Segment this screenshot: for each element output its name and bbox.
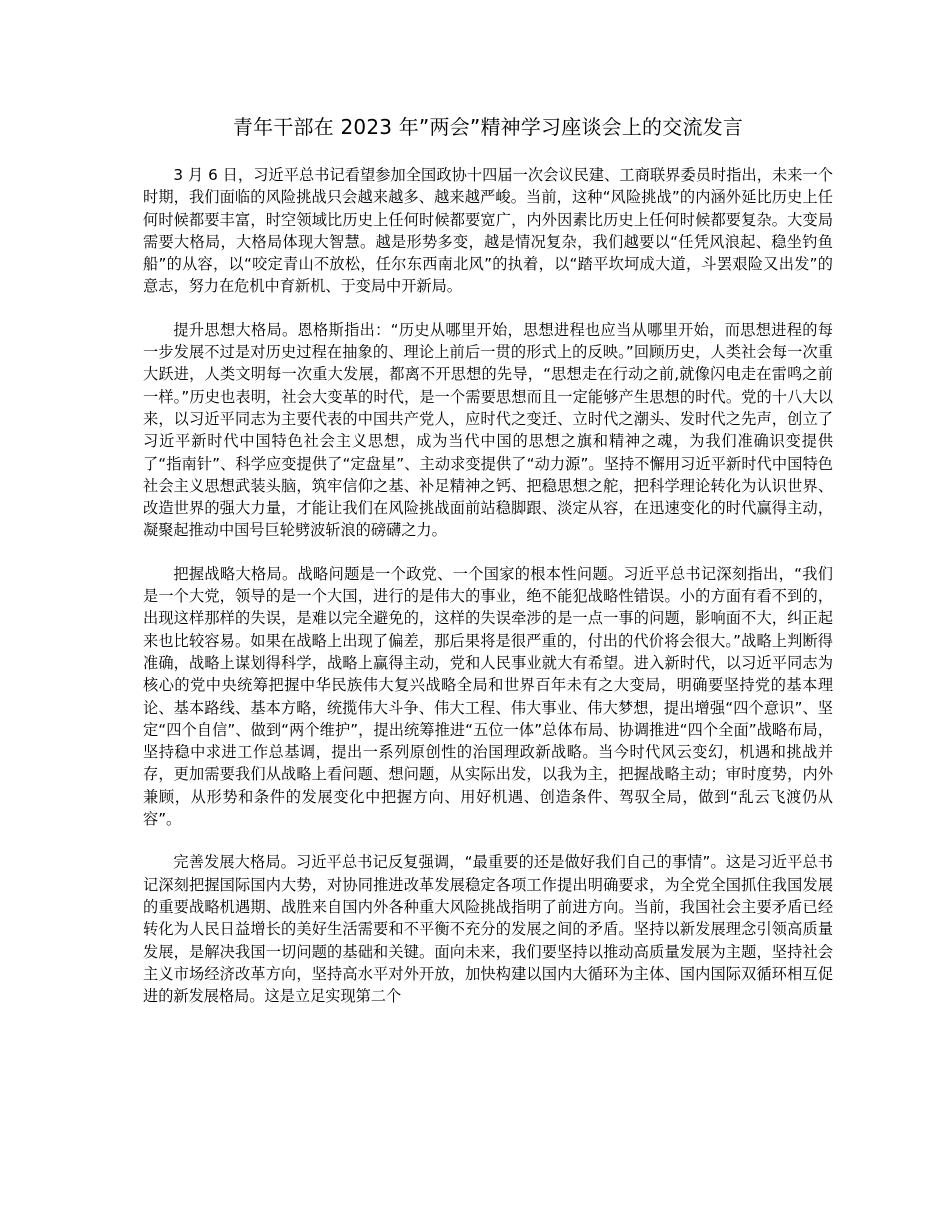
paragraph-development-pattern: 完善发展大格局。习近平总书记反复强调，“最重要的还是做好我们自己的事情”。这是习近平总书记深刻把握国际国内大势，对协同推进改革发展稳定各项工作提出明确要求，为全党全国抓住我国发展的重要战略机遇期、战胜来自国内外各种重大风险挑战指明了前进方向。当前，我国社会主要矛盾已经转化为人民日益增长的美好生活需要和不平衡不充分的发展之间的矛盾。坚持以新发展理念引领高质量发展，是解决我国一切问题的基础和关键。面向未来，我们要坚持以推动高质量发展为主题，坚持社会主义市场经济改革方向，坚持高水平对外开放，加快构建以国内大循环为主体、国内国际双循环相互促进的新发展格局。这是立足实现第二个 — [143, 853, 833, 1006]
document-page — [143, 112, 833, 1028]
paragraph-strategy-pattern: 把握战略大格局。战略问题是一个政党、一个国家的根本性问题。习近平总书记深刻指出，“我们是一个大党，领导的是一个大国，进行的是伟大的事业，绝不能犯战略性错误。小的方面有看不到的，出现这样那样的失误，是难以完全避免的，这样的失误牵涉的是一点一事的问题，影响面不大，纠正起来也比较容易。如果在战略上出现了偏差，那后果将是很严重的，付出的代价将会很大。”战略上判断得准确，战略上谋划得科学，战略上赢得主动，党和人民事业就大有希望。进入新时代，以习近平同志为核心的党中央统筹把握中华民族伟大复兴战略全局和世界百年未有之大变局，明确要坚持党的基本理论、基本路线、基本方略，统揽伟大斗争、伟大工程、伟大事业、伟大梦想，提出增强“四个意识”、坚定“四个自信”、做到“两个维护”，提出统筹推进“五位一体”总体布局、协调推进“四个全面”战略布局，坚持稳中求进工作总基调，提出一系列原创性的治国理政新战略。当今时代风云变幻，机遇和挑战并存，更加需要我们从战略上看问题、想问题，从实际出发，以我为主，把握战略主动；审时度势，内外兼顾，从形势和条件的发展变化中把握方向、用好机遇、创造条件、驾驭全局，做到“乱云飞渡仍从容”。 — [143, 564, 833, 829]
paragraph-intro: 3 月 6 日，习近平总书记看望参加全国政协十四届一次会议民建、工商联界委员时指出，未来一个时期，我们面临的风险挑战只会越来越多、越来越严峻。当前，这种“风险挑战”的内涵外延比历史上任何时候都要丰富，时空领域比历史上任何时候都要宽广，内外因素比历史上任何时候都要复杂。大变局需要大格局，大格局体现大智慧。越是形势多变，越是情况复杂，我们越要以“任凭风浪起、稳坐钓鱼船”的从容，以“咬定青山不放松，任尔东西南北风”的执着，以“踏平坎坷成大道，斗罢艰险又出发”的意志，努力在危机中育新机、于变局中开新局。 — [143, 166, 833, 296]
document-title: 青年干部在 2023 年”两会”精神学习座谈会上的交流发言 — [232, 115, 744, 139]
paragraph-thought-pattern: 提升思想大格局。恩格斯指出：“历史从哪里开始，思想进程也应当从哪里开始，而思想进程的每一步发展不过是对历史过程在抽象的、理论上前后一贯的形式上的反映。”回顾历史，人类社会每一次重大跃进，人类文明每一次重大发展，都离不开思想的先导，“思想走在行动之前,就像闪电走在雷鸣之前一样。”历史也表明，社会大变革的时代，是一个需要思想而且一定能够产生思想的时代。党的十八大以来，以习近平同志为主要代表的中国共产党人，应时代之变迁、立时代之潮头、发时代之先声，创立了习近平新时代中国特色社会主义思想，成为当代中国的思想之旗和精神之魂，为我们准确识变提供了“指南针”、科学应变提供了“定盘星”、主动求变提供了“动力源”。坚持不懈用习近平新时代中国特色社会主义思想武装头脑，筑牢信仰之基、补足精神之钙、把稳思想之舵，把科学理论转化为认识世界、改造世界的强大力量，才能让我们在风险挑战面前站稳脚跟、淡定从容，在迅速变化的时代赢得主动，凝聚起推动中国号巨轮劈波斩浪的磅礴之力。 — [143, 320, 833, 540]
